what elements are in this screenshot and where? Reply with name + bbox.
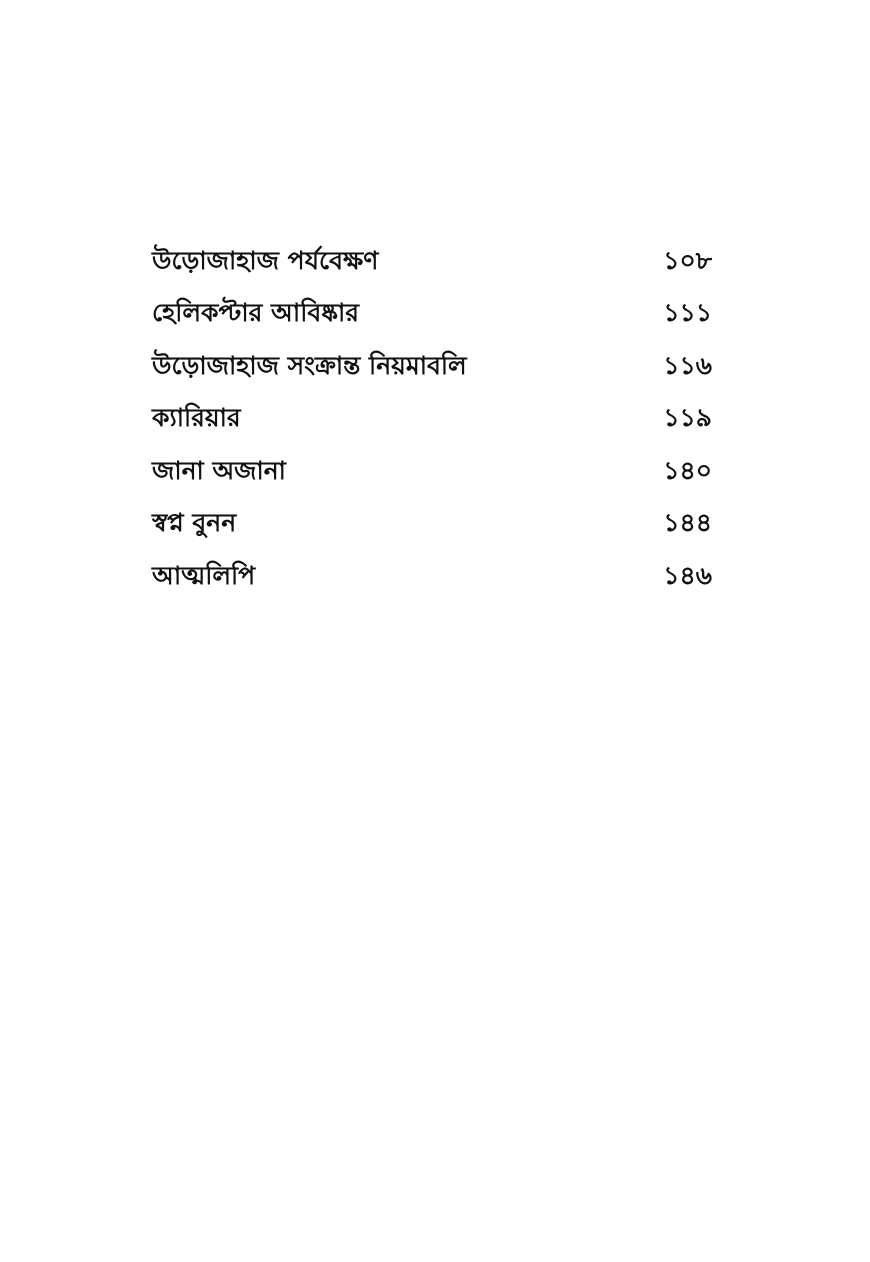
toc-entry (152, 551, 712, 604)
toc-entry-page: ১১১ (663, 298, 712, 328)
toc-entry (152, 289, 712, 342)
toc-entry-title: জানা অজানা (152, 455, 286, 485)
toc-entry-title: ক্যারিয়ার (152, 403, 241, 433)
toc-entry (152, 236, 712, 289)
toc-entry (152, 499, 712, 552)
toc-entry-title: উড়োজাহাজ সংক্রান্ত নিয়মাবলি (152, 350, 467, 380)
toc-entry-page: ১০৮ (663, 245, 712, 275)
toc-entry-title: হেলিকপ্টার আবিষ্কার (152, 298, 359, 328)
toc-entry (152, 394, 712, 447)
table-of-contents (152, 236, 712, 604)
toc-entry (152, 446, 712, 499)
toc-entry (152, 341, 712, 394)
toc-entry-page: ১১৯ (663, 403, 712, 433)
toc-entry-title: উড়োজাহাজ পর্যবেক্ষণ (152, 245, 379, 275)
toc-entry-page: ১১৬ (663, 350, 712, 380)
toc-entry-title: আত্মলিপি (152, 560, 256, 590)
toc-entry-page: ১৪০ (663, 455, 712, 485)
toc-entry-page: ১৪৪ (663, 508, 712, 538)
toc-entry-page: ১৪৬ (663, 560, 712, 590)
toc-entry-title: স্বপ্ন বুনন (152, 508, 237, 538)
